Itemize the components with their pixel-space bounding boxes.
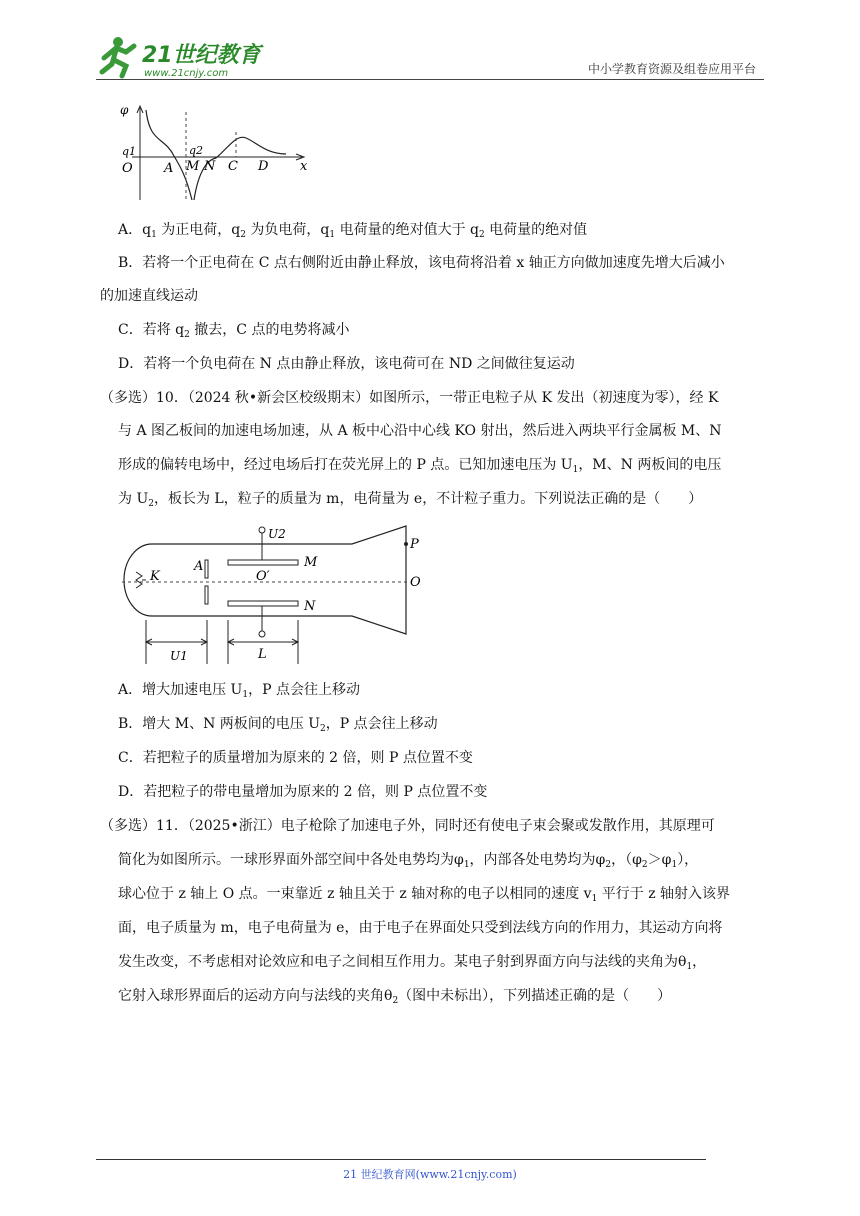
u1-label: U1 — [170, 649, 188, 663]
q9-option-d: D．若将一个负电荷在 N 点由静止释放，该电荷可在 ND 之间做往复运动 — [118, 356, 575, 372]
footer-link[interactable]: 21 世纪教育网(www.21cnjy.com) — [343, 1168, 517, 1181]
q10-stem-line1: （多选）10．（2024 秋•新会区校级期末）如图所示，一带正电粒子从 K 发出（初速度为零），经 K — [100, 390, 719, 406]
potential-graph-figure — [116, 104, 316, 200]
u2-label: U2 — [268, 527, 286, 541]
q1-label: q1 — [122, 145, 137, 158]
point-p-label: P — [410, 537, 419, 552]
length-l-label: L — [258, 647, 267, 662]
q11-stem-line6: 它射入球形界面后的运动方向与法线的夹角$\theta_2$（图中未标出），下列描述正确的是（ ） — [118, 988, 672, 1006]
point-n-label: N — [204, 159, 216, 174]
q9-option-b-cont: 的加速直线运动 — [100, 288, 198, 304]
q10-option-c: C．若把粒子的质量增加为原来的 2 倍，则 P 点位置不变 — [118, 750, 473, 766]
oscilloscope-tube-figure — [112, 524, 442, 664]
q9-option-a: A．$q_1$ 为正电荷，$q_2$ 为负电荷，$q_1$ 电荷量的绝对值大于 $q_2$ 电荷量的绝对值 — [118, 222, 588, 240]
o-prime-label: O′ — [256, 569, 270, 584]
q10-stem-line3: 形成的偏转电场中，经过电场后打在荧光屏上的 P 点。已知加速电压为 $U_1$，M、N 两板间的电压 — [118, 457, 722, 475]
cathode-k-label: K — [150, 569, 160, 584]
platform-title: 中小学教育资源及组卷应用平台 — [587, 62, 756, 76]
q10-stem-line4: 为 $U_2$，板长为 L，粒子的质量为 m，电荷量为 e，不计粒子重力。下列说法正确的是（ ） — [118, 491, 703, 509]
footer-divider — [96, 1159, 706, 1160]
logo-main-text: 21世纪教育 — [142, 43, 261, 68]
x-axis-label: x — [300, 159, 308, 174]
q11-stem-line2: 简化为如图所示。一球形界面外部空间中各处电势均为$\varphi_1$，内部各处电势均为$\varphi_2$，$(\varphi_2>\varphi_1)$， — [118, 852, 699, 870]
point-a-label: A — [164, 161, 174, 176]
screen-o-label: O — [410, 575, 421, 590]
q11-stem-line1: （多选）11．（2025•浙江）电子枪除了加速电子外，同时还有使电子束会聚或发散作用，其原理可 — [100, 818, 715, 834]
q10-option-b: B．增大 M、N 两板间的电压 $U_2$，P 点会往上移动 — [118, 716, 438, 734]
q10-option-d: D．若把粒子的带电量增加为原来的 2 倍，则 P 点位置不变 — [118, 784, 488, 800]
site-logo — [96, 34, 266, 80]
q11-stem-line5: 发生改变，不考虑相对论效应和电子之间相互作用力。某电子射到界面方向与法线的夹角为$\theta_1$， — [118, 954, 707, 972]
phi-axis-label: φ — [120, 104, 129, 117]
runner-icon — [102, 37, 134, 76]
plate-n-label: N — [304, 599, 316, 614]
logo-url-text: www.21cnjy.com — [144, 68, 229, 79]
header-divider — [96, 79, 764, 80]
point-d-label: D — [258, 159, 269, 174]
point-m-label: M — [186, 159, 200, 174]
q2-label: q2 — [189, 144, 204, 157]
q9-option-b: B．若将一个正电荷在 C 点右侧附近由静止释放，该电荷将沿着 x 轴正方向做加速度先增大后减小 — [118, 255, 725, 271]
point-c-label: C — [228, 159, 238, 174]
q11-stem-line3: 球心位于 z 轴上 O 点。一束靠近 z 轴且关于 z 轴对称的电子以相同的速度 $v_1$ 平行于 z 轴射入该界 — [118, 886, 731, 904]
plate-a-label: A — [194, 559, 204, 574]
q9-option-c: C．若将 $q_2$ 撤去，C 点的电势将减小 — [118, 322, 350, 340]
q10-stem-line2: 与 A 图乙板间的加速电场加速，从 A 板中心沿中心线 KO 射出，然后进入两块平行金属板 M、N — [118, 423, 722, 439]
origin-label: O — [122, 161, 133, 176]
q11-stem-line4: 面，电子质量为 m，电子电荷量为 e，由于电子在界面处只受到法线方向的作用力，其运动方向将 — [118, 920, 723, 936]
plate-m-label: M — [304, 555, 318, 570]
q10-option-a: A．增大加速电压 $U_1$，P 点会往上移动 — [118, 682, 360, 700]
